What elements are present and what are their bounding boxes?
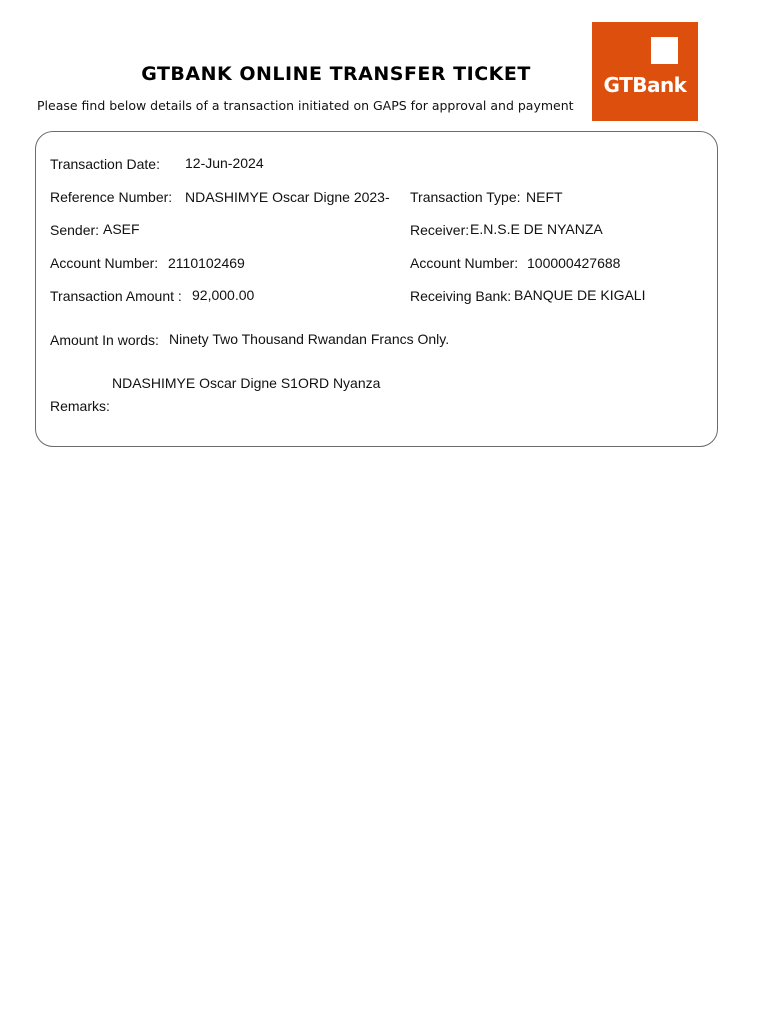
- receiving-bank-label: Receiving Bank:: [410, 288, 512, 304]
- transaction-type-value: NEFT: [526, 189, 563, 205]
- reference-number-label: Reference Number:: [50, 189, 173, 205]
- logo-square-icon: [651, 37, 678, 64]
- receiver-account-label: Account Number:: [410, 255, 519, 271]
- transaction-type-label: Transaction Type:: [410, 189, 521, 205]
- remarks-value: NDASHIMYE Oscar Digne S1ORD Nyanza: [112, 375, 381, 391]
- transaction-amount-value: 92,000.00: [192, 287, 255, 303]
- sender-account-value: 2110102469: [168, 255, 245, 271]
- transaction-amount-label: Transaction Amount :: [50, 288, 182, 304]
- receiving-bank-value: BANQUE DE KIGALI: [514, 287, 646, 303]
- logo-text: GTBank: [603, 73, 687, 97]
- receiver-account-value: 100000427688: [527, 255, 621, 271]
- transaction-date-label: Transaction Date:: [50, 156, 160, 172]
- transaction-date-value: 12-Jun-2024: [185, 155, 264, 171]
- receiver-label: Receiver:: [410, 222, 470, 238]
- sender-label: Sender:: [50, 222, 100, 238]
- ticket-title: GTBANK ONLINE TRANSFER TICKET: [141, 63, 531, 85]
- amount-in-words-value: Ninety Two Thousand Rwandan Francs Only.: [169, 331, 450, 347]
- sender-account-label: Account Number:: [50, 255, 159, 271]
- receiver-value: E.N.S.E DE NYANZA: [470, 221, 603, 237]
- amount-in-words-label: Amount In words:: [50, 332, 159, 348]
- sender-value: ASEF: [103, 221, 140, 237]
- reference-number-value: NDASHIMYE Oscar Digne 2023-: [185, 189, 390, 205]
- ticket-subtitle: Please find below details of a transaction initiated on GAPS for approval and payment: [37, 98, 574, 113]
- gtbank-logo: [592, 22, 698, 121]
- remarks-label: Remarks:: [50, 398, 110, 414]
